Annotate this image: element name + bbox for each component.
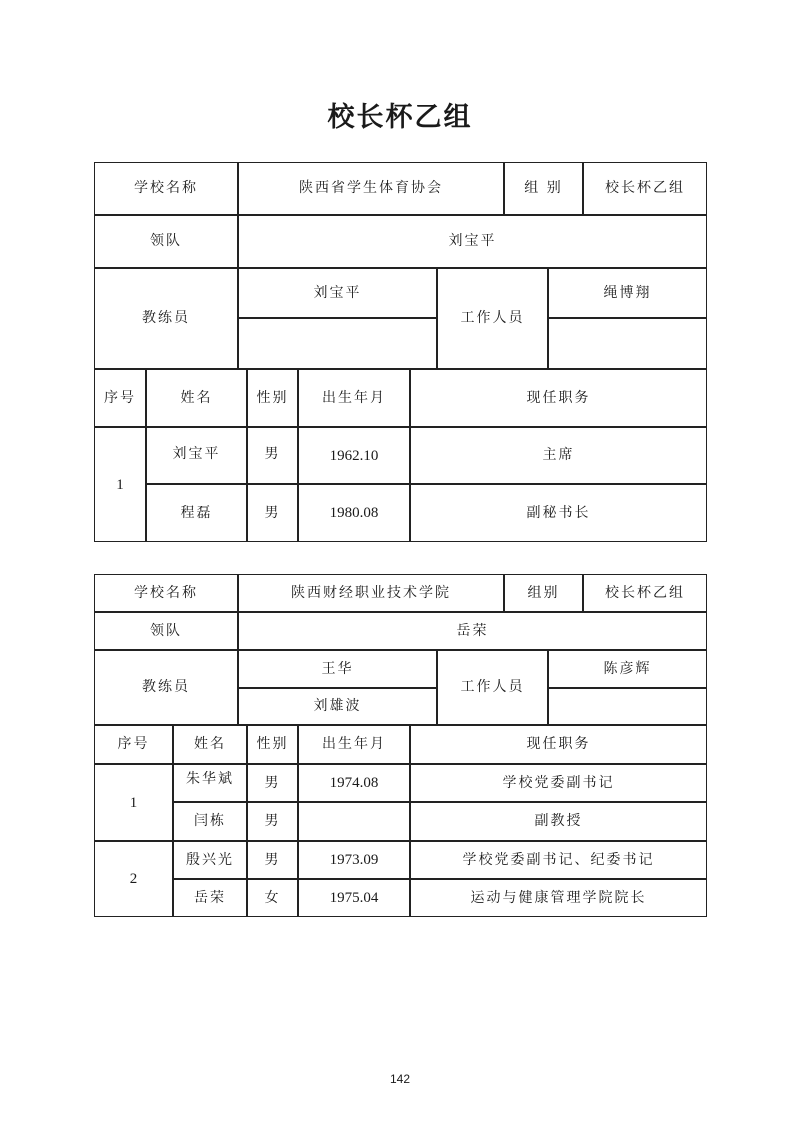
page-title: 校长杯乙组 [327, 102, 473, 133]
member-gender: 男 [247, 484, 298, 542]
coach-value-1: 刘宝平 [238, 268, 437, 318]
page-number: 142 [389, 1072, 411, 1086]
member-name: 岳荣 [173, 879, 247, 917]
member-position: 副教授 [410, 802, 707, 841]
member-name: 殷兴光 [173, 841, 247, 879]
staff-label: 工作人员 [437, 650, 548, 725]
leader-value: 岳荣 [238, 612, 707, 650]
leader-label: 领队 [94, 612, 238, 650]
coach-label: 教练员 [94, 650, 238, 725]
member-seq: 1 [94, 764, 173, 841]
header-birth: 出生年月 [298, 725, 410, 764]
member-gender: 男 [247, 841, 298, 879]
leader-label: 领队 [94, 215, 238, 268]
member-seq: 1 [94, 427, 146, 542]
school-name-label: 学校名称 [94, 162, 238, 215]
header-gender: 性别 [247, 369, 298, 427]
member-birth: 1980.08 [298, 484, 410, 542]
school-name-value: 陕西财经职业技术学院 [238, 574, 504, 612]
coach-value-2 [238, 318, 437, 369]
staff-label: 工作人员 [437, 268, 548, 369]
staff-value-1: 陈彦辉 [548, 650, 707, 688]
member-birth: 1975.04 [298, 879, 410, 917]
member-gender: 女 [247, 879, 298, 917]
member-name: 程磊 [146, 484, 247, 542]
header-position: 现任职务 [410, 725, 707, 764]
member-gender: 男 [247, 802, 298, 841]
member-seq: 2 [94, 841, 173, 917]
group-value: 校长杯乙组 [583, 574, 707, 612]
staff-value-2 [548, 318, 707, 369]
header-position: 现任职务 [410, 369, 707, 427]
member-position: 副秘书长 [410, 484, 707, 542]
school-name-value: 陕西省学生体育协会 [238, 162, 504, 215]
member-position: 运动与健康管理学院院长 [410, 879, 707, 917]
member-position: 学校党委副书记 [410, 764, 707, 802]
team-table-2 [94, 574, 707, 917]
member-name: 刘宝平 [146, 427, 247, 484]
staff-value-1: 绳博翔 [548, 268, 707, 318]
group-label: 组别 [504, 574, 583, 612]
header-gender: 性别 [247, 725, 298, 764]
group-value: 校长杯乙组 [583, 162, 707, 215]
school-name-label: 学校名称 [94, 574, 238, 612]
member-gender: 男 [247, 764, 298, 802]
leader-value: 刘宝平 [238, 215, 707, 268]
team-table-1 [94, 162, 707, 542]
member-position: 学校党委副书记、纪委书记 [410, 841, 707, 879]
member-name: 朱华斌 [173, 764, 247, 802]
coach-value-2: 刘雄波 [238, 688, 437, 725]
member-position: 主席 [410, 427, 707, 484]
member-name: 闫栋 [173, 802, 247, 841]
group-label: 组 别 [504, 162, 583, 215]
header-birth: 出生年月 [298, 369, 410, 427]
header-name: 姓名 [146, 369, 247, 427]
header-seq: 序号 [94, 369, 146, 427]
coach-value-1: 王华 [238, 650, 437, 688]
member-birth [298, 802, 410, 841]
header-seq: 序号 [94, 725, 173, 764]
member-birth: 1962.10 [298, 427, 410, 484]
member-birth: 1973.09 [298, 841, 410, 879]
staff-value-2 [548, 688, 707, 725]
coach-label: 教练员 [94, 268, 238, 369]
member-birth: 1974.08 [298, 764, 410, 802]
member-gender: 男 [247, 427, 298, 484]
header-name: 姓名 [173, 725, 247, 764]
